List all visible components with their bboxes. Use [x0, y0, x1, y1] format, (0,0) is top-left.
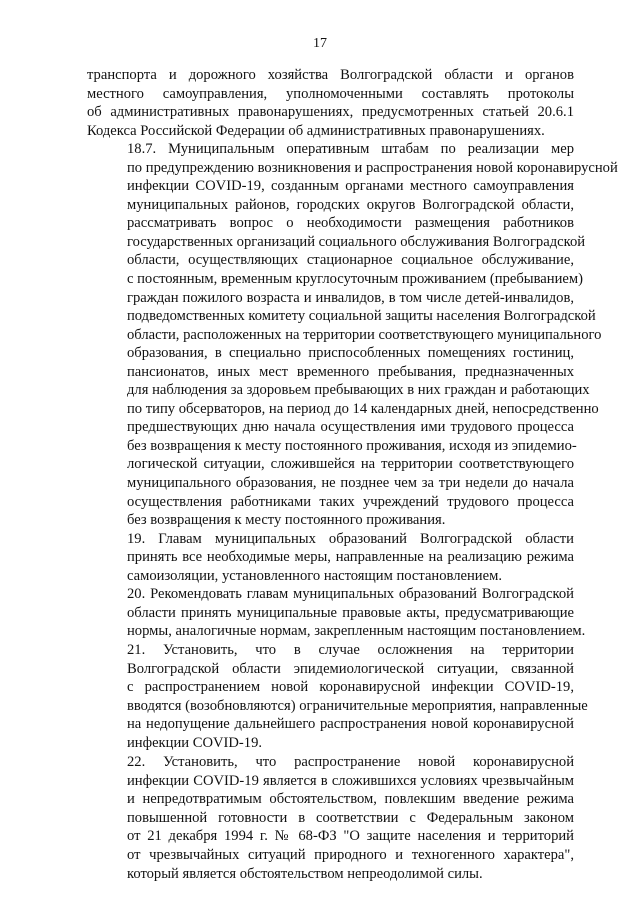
text-line: области, расположенных на территории соответствующего муниципального [127, 326, 602, 343]
text-line: об административных правонарушениях, предусмотренных статьей 20.6.1 [87, 104, 574, 121]
paragraph-20 [87, 585, 586, 641]
text-line: граждан пожилого возраста и инвалидов, в том числе детей-инвалидов, [127, 289, 574, 306]
text-line: Кодекса Российской Федерации об административных правонарушениях. [87, 122, 545, 139]
text-line: муниципального образования, не позднее чем за три недели до начала [127, 475, 574, 492]
text-line: с распространением новой коронавирусной инфекции COVID-19, [127, 679, 574, 696]
text-line: и непредотвратимым обстоятельством, повлекшим введение режима [127, 791, 574, 808]
text-line: предшествующих дню начала осуществления ими трудового процесса [127, 419, 574, 436]
paragraph-continuation [87, 66, 574, 140]
paragraph-19 [87, 530, 574, 586]
text-line: 21. Установить, что в случае осложнения на территории [127, 641, 574, 658]
text-line: с постоянным, временным круглосуточным проживанием (пребыванием) [127, 271, 583, 288]
text-line: без возвращения к месту постоянного проживания. [127, 512, 446, 529]
text-line: местного самоуправления, уполномоченными составлять протоколы [87, 85, 574, 102]
text-line: области принять муниципальные правовые акты, предусматривающие [127, 604, 574, 621]
text-line: пансионатов, иных мест временного пребывания, предназначенных [127, 363, 574, 380]
text-line: от чрезвычайных ситуаций природного и техногенного характера", [127, 846, 574, 863]
text-line: который является обстоятельством непреодолимой силы. [127, 865, 483, 882]
text-line: инфекции COVID-19 является в сложившихся условиях чрезвычайным [127, 772, 574, 789]
text-line: осуществления работниками таких учреждений трудового процесса [127, 493, 574, 510]
text-line: 19. Главам муниципальных образований Волгоградской области [127, 530, 574, 547]
paragraph-22 [87, 753, 574, 883]
paragraph-21 [87, 641, 588, 752]
text-line: по типу обсерваторов, на период до 14 календарных дней, непосредственно [127, 400, 599, 417]
text-line: 20. Рекомендовать главам муниципальных образований Волгоградской [127, 586, 574, 603]
text-line: 22. Установить, что распространение новой коронавирусной [127, 754, 574, 771]
text-line: на недопущение дальнейшего распространения новой коронавирусной [127, 716, 574, 733]
text-line: логической ситуации, сложившейся на территории соответствующего [127, 456, 574, 473]
text-line: принять все необходимые меры, направленные на реализацию режима [127, 549, 574, 566]
text-line: инфекции COVID-19, созданным органами местного самоуправления [127, 178, 574, 195]
text-line: инфекции COVID-19. [127, 734, 263, 751]
text-line: для наблюдения за здоровьем пребывающих в них граждан и работающих [127, 382, 590, 399]
text-line: нормы, аналогичные нормам, закрепленным настоящим постановлением. [127, 623, 586, 640]
text-line: области, осуществляющих стационарное социальное обслуживание, [127, 252, 574, 269]
text-line: вводятся (возобновляются) ограничительные мероприятия, направленные [127, 697, 588, 714]
document-body [87, 66, 618, 883]
text-line: государственных организаций социального обслуживания Волгоградской [127, 233, 586, 250]
text-line: самоизоляции, установленного настоящим постановлением. [127, 567, 502, 584]
text-line: транспорта и дорожного хозяйства Волгоградской области и органов [87, 67, 574, 83]
page-number: 17 [313, 36, 327, 51]
paragraph-18-7 [87, 140, 618, 529]
text-line: подведомственных комитету социальной защиты населения Волгоградской [127, 308, 596, 325]
text-line: от 21 декабря 1994 г. № 68-ФЗ "О защите населения и территорий [127, 828, 574, 845]
text-line: муниципальных районов, городских округов Волгоградской области, [127, 196, 574, 213]
text-line: повышенной готовности в соответствии с Федеральным законом [127, 809, 574, 826]
text-line: по предупреждению возникновения и распространения новой коронавирусной [127, 159, 618, 176]
text-line: образования, в специально приспособленных помещениях гостиниц, [127, 345, 574, 362]
text-line: Волгоградской области эпидемиологической ситуации, связанной [127, 660, 574, 677]
text-line: 18.7. Муниципальным оперативным штабам по реализации мер [127, 141, 574, 158]
text-line: без возвращения к месту постоянного проживания, исходя из эпидемио- [127, 437, 577, 454]
text-line: рассматривать вопрос о необходимости размещения работников [127, 215, 574, 232]
